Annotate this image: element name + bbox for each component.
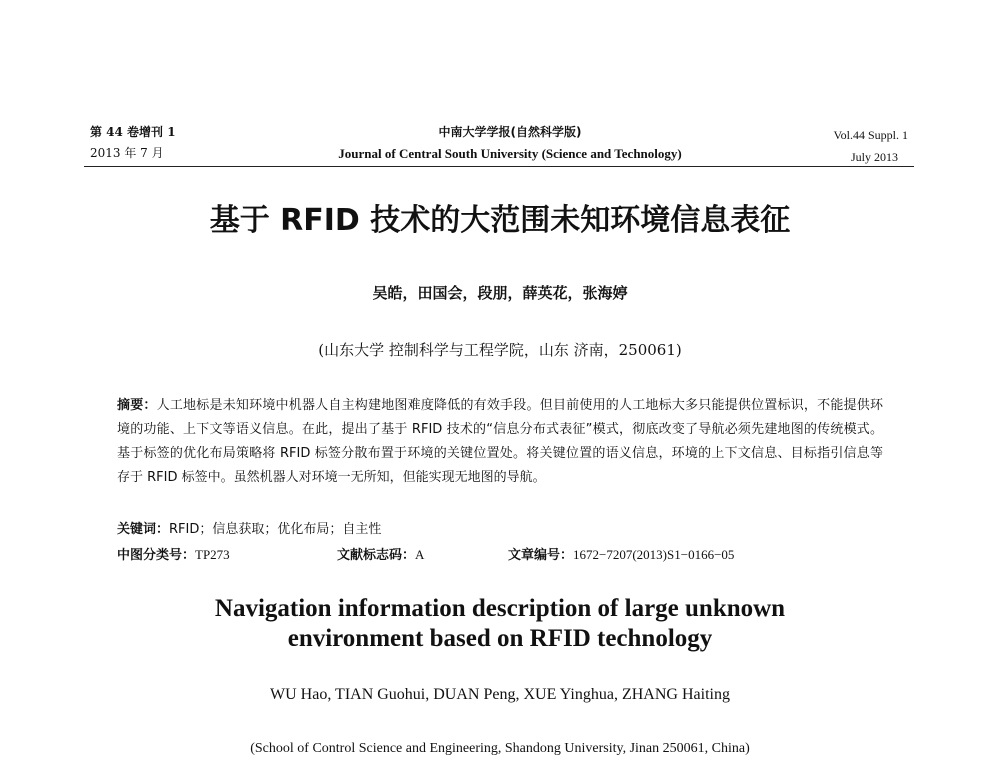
affiliation-cn: (山东大学 控制科学与工程学院，山东 济南，250061)	[318, 341, 682, 359]
keywords-text: RFID；信息获取；优化布局；自主性	[169, 522, 382, 537]
paper-title-cn: 基于 RFID 技术的大范围未知环境信息表征	[209, 203, 791, 238]
journal-volume: Vol.44 Suppl. 1	[833, 128, 908, 142]
clc-label: 中图分类号：	[117, 548, 196, 563]
doc-code-value: A	[415, 547, 425, 562]
affiliation-en: (School of Control Science and Engineering, Shandong University, Jinan 250061, China)	[250, 741, 750, 756]
doc-code-row	[337, 544, 424, 563]
abstract-cn	[117, 394, 883, 490]
journal-date-en: July 2013	[850, 150, 898, 164]
authors-cn: 吴皓，田国会，段朋，薛英花，张海婷	[372, 284, 628, 302]
paper-title-en-line1: Navigation information description of large unknown	[214, 595, 786, 622]
paper-title-en-line2: environment based on RFID technology	[287, 625, 713, 652]
journal-name-en: Journal of Central South University (Science and Technology)	[338, 146, 682, 161]
clc-value: TP273	[195, 547, 230, 562]
journal-issue: 第 44 卷增刊 1	[90, 125, 176, 139]
abstract-text: 人工地标是未知环境中机器人自主构建地图难度降低的有效手段。但目前使用的人工地标大多只能提供位置标识，不能提供环境的功能、上下文等语义信息。在此，提出了基于 RFID 技术的“信息分布式表征”模式，彻底改变了导航必须先建地图的传统模式。基于标签的优化布局策略将 RFID 标签分散布置于环境的关键位置处。将关键位置的语义信息，环境的上下文信息、目标指引信息等存于 RFID 标签中。虽然机器人对环境一无所知，但能实现无地图的导航。	[117, 398, 883, 485]
article-number-row	[508, 544, 734, 563]
keywords-label: 关键词：	[117, 522, 170, 537]
keywords-row	[117, 518, 381, 537]
abstract-label: 摘要：	[117, 398, 157, 413]
clc-row	[117, 544, 230, 563]
journal-date-cn: 2013 年 7 月	[90, 146, 164, 160]
journal-name-cn: 中南大学学报(自然科学版)	[438, 125, 582, 139]
header-rule	[84, 166, 914, 167]
article-number-label: 文章编号：	[508, 548, 574, 563]
article-number-value: 1672−7207(2013)S1−0166−05	[573, 547, 735, 562]
authors-en: WU Hao, TIAN Guohui, DUAN Peng, XUE Yinghua, ZHANG Haiting	[270, 686, 730, 703]
paper-title-en	[0, 594, 1000, 654]
doc-code-label: 文献标志码：	[337, 548, 416, 563]
